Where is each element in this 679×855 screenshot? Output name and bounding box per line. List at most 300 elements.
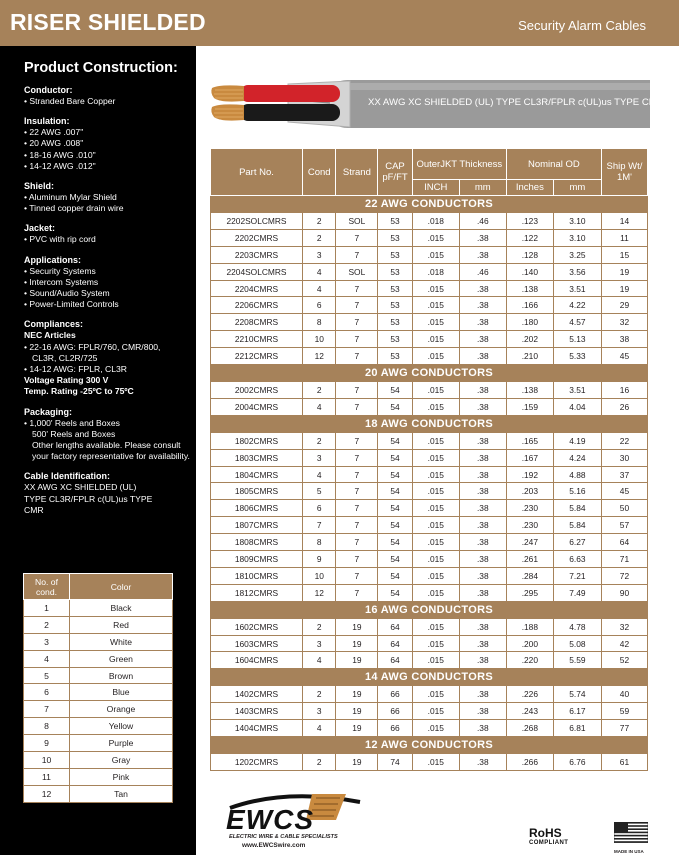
strand-lines [214, 90, 243, 117]
table-row [211, 331, 648, 348]
table-row [211, 213, 648, 230]
section-line: • 22-16 AWG: FPLR/760, CMR/800, [24, 341, 161, 352]
jacket-inch-cell: .015 [412, 466, 459, 483]
od-inches-cell: .188 [506, 618, 553, 635]
jacket-mm-cell: .46 [459, 263, 506, 280]
table-row [211, 635, 648, 652]
ship-weight-cell: 11 [601, 229, 647, 246]
jacket-mm-cell: .38 [459, 618, 506, 635]
strand-cell: 7 [336, 483, 378, 500]
od-mm-cell: 6.17 [553, 703, 601, 720]
conductor-color-cell: Tan [70, 785, 173, 802]
cap-cell: 54 [378, 534, 413, 551]
cap-cell: 53 [378, 297, 413, 314]
awg-group-row [211, 669, 648, 686]
part-number-cell: 1810CMRS [211, 567, 303, 584]
jacket-mm-cell: .38 [459, 754, 506, 771]
od-inches-cell: .295 [506, 584, 553, 601]
od-mm-cell: 3.25 [553, 246, 601, 263]
od-inches-cell: .230 [506, 500, 553, 517]
od-mm-cell: 3.51 [553, 382, 601, 399]
jacket-mm-cell: .38 [459, 297, 506, 314]
table-row [211, 754, 648, 771]
color-table-row [24, 684, 173, 701]
conductor-number-cell: 9 [24, 735, 70, 752]
section-line: XX AWG XC SHIELDED (UL) [24, 482, 137, 493]
table-row [211, 432, 648, 449]
part-number-cell: 2204SOLCMRS [211, 263, 303, 280]
color-table-header: No. of cond. [24, 574, 70, 600]
ship-weight-cell: 64 [601, 534, 647, 551]
od-inches-cell: .122 [506, 229, 553, 246]
ship-weight-cell: 15 [601, 246, 647, 263]
jacket-mm-cell: .38 [459, 449, 506, 466]
part-number-cell: 1604CMRS [211, 652, 303, 669]
cable-identification-section [24, 471, 192, 516]
strand-cell: 7 [336, 297, 378, 314]
jacket-thickness-header: OuterJKT Thickness [412, 149, 506, 180]
od-inches-cell: .284 [506, 567, 553, 584]
table-row [211, 584, 648, 601]
us-flag-icon [614, 822, 648, 843]
strand-cell: 7 [336, 466, 378, 483]
conductor-color-cell: Green [70, 650, 173, 667]
section-line: • 20 AWG .008" [24, 138, 84, 149]
od-mm-cell: 5.74 [553, 686, 601, 703]
jacket-inch-header: INCH [412, 180, 459, 196]
jacket-inch-cell: .015 [412, 635, 459, 652]
jacket-inch-cell: .015 [412, 449, 459, 466]
color-table-row [24, 768, 173, 785]
conductor-color-cell: Orange [70, 701, 173, 718]
section-heading: Shield: [24, 181, 55, 192]
part-number-cell: 1602CMRS [211, 618, 303, 635]
od-mm-cell: 5.59 [553, 652, 601, 669]
ship-weight-cell: 45 [601, 483, 647, 500]
section-line: 500' Reels and Boxes [32, 428, 116, 439]
cond-cell: 4 [303, 720, 336, 737]
cap-cell: 64 [378, 618, 413, 635]
ship-weight-cell: 37 [601, 466, 647, 483]
strand-cell: 7 [336, 398, 378, 415]
cap-cell: 54 [378, 517, 413, 534]
section-line: • Stranded Bare Copper [24, 96, 116, 106]
cap-cell: 53 [378, 263, 413, 280]
ship-weight-cell: 57 [601, 517, 647, 534]
od-mm-cell: 3.51 [553, 280, 601, 297]
awg-group-row [211, 737, 648, 754]
awg-group-title: 18 AWG CONDUCTORS [211, 415, 648, 432]
color-table-row [24, 718, 173, 735]
section-line: • Sound/Audio System [24, 288, 110, 299]
jacket-inch-cell: .015 [412, 551, 459, 568]
strand-cell: 7 [336, 449, 378, 466]
jacket-mm-cell: .38 [459, 720, 506, 737]
color-table-row [24, 600, 173, 617]
part-number-cell: 2212CMRS [211, 348, 303, 365]
strand-cell: 7 [336, 331, 378, 348]
cap-cell: 54 [378, 432, 413, 449]
table-row [211, 280, 648, 297]
od-inches-cell: .202 [506, 331, 553, 348]
od-inches-cell: .166 [506, 297, 553, 314]
table-row [211, 500, 648, 517]
awg-group-row [211, 365, 648, 382]
jacket-mm-cell: .38 [459, 567, 506, 584]
strand-header: Strand [336, 149, 378, 196]
jacket-inch-cell: .015 [412, 348, 459, 365]
section-heading: Conductor: [24, 85, 73, 95]
od-mm-cell: 5.84 [553, 517, 601, 534]
conductor-color-cell: Yellow [70, 718, 173, 735]
jacket-section [24, 223, 192, 245]
conductor-color-cell: White [70, 633, 173, 650]
od-inches-cell: .180 [506, 314, 553, 331]
section-line: • 22 AWG .007" [24, 127, 84, 138]
cond-cell: 2 [303, 229, 336, 246]
section-line: • 14-12 AWG: FPLR, CL3R [24, 364, 127, 375]
jacket-mm-cell: .38 [459, 500, 506, 517]
cond-cell: 2 [303, 618, 336, 635]
part-number-cell: 1402CMRS [211, 686, 303, 703]
table-row [211, 449, 648, 466]
cond-cell: 4 [303, 398, 336, 415]
jacket-inch-cell: .015 [412, 754, 459, 771]
cable-jacket-highlight [350, 83, 650, 90]
od-mm-header: mm [553, 180, 601, 196]
copper-strands-bottom [211, 104, 244, 120]
strand-cell: 7 [336, 517, 378, 534]
jacket-inch-cell: .015 [412, 720, 459, 737]
part-number-cell: 2002CMRS [211, 382, 303, 399]
strand-cell: 19 [336, 686, 378, 703]
od-mm-cell: 5.13 [553, 331, 601, 348]
cable-specification-table [210, 148, 648, 771]
od-mm-cell: 4.78 [553, 618, 601, 635]
logo-wordmark: EWCS [226, 804, 314, 835]
section-line: • PVC with rip cord [24, 234, 96, 245]
ship-weight-cell: 26 [601, 398, 647, 415]
od-mm-cell: 3.10 [553, 213, 601, 230]
cap-cell: 64 [378, 652, 413, 669]
section-line: • 1,000' Reels and Boxes [24, 417, 120, 428]
cap-cell: 54 [378, 500, 413, 517]
od-inches-cell: .159 [506, 398, 553, 415]
cond-cell: 4 [303, 263, 336, 280]
jacket-mm-cell: .38 [459, 331, 506, 348]
cond-cell: 3 [303, 635, 336, 652]
awg-group-title: 12 AWG CONDUCTORS [211, 737, 648, 754]
od-inches-cell: .140 [506, 263, 553, 280]
od-mm-cell: 6.63 [553, 551, 601, 568]
cond-cell: 3 [303, 246, 336, 263]
cap-cell: 54 [378, 584, 413, 601]
ship-weight-cell: 61 [601, 754, 647, 771]
section-line: • Security Systems [24, 265, 96, 276]
nominal-od-header: Nominal OD [506, 149, 601, 180]
red-conductor [240, 85, 340, 102]
cap-cell: 54 [378, 567, 413, 584]
conductor-number-cell: 2 [24, 616, 70, 633]
part-number-cell: 1202CMRS [211, 754, 303, 771]
jacket-inch-cell: .015 [412, 229, 459, 246]
table-row [211, 229, 648, 246]
conductor-number-cell: 6 [24, 684, 70, 701]
od-inches-header: Inches [506, 180, 553, 196]
cap-cell: 53 [378, 246, 413, 263]
cap-cell: 54 [378, 551, 413, 568]
cond-cell: 2 [303, 432, 336, 449]
table-row [211, 398, 648, 415]
jacket-mm-cell: .38 [459, 398, 506, 415]
section-heading: Compliances: [24, 319, 84, 330]
strand-cell: 7 [336, 567, 378, 584]
jacket-mm-cell: .38 [459, 382, 506, 399]
applications-section [24, 255, 192, 311]
section-heading: Cable Identification: [24, 471, 111, 482]
jacket-mm-cell: .38 [459, 483, 506, 500]
page-subtitle: Security Alarm Cables [518, 18, 646, 33]
od-inches-cell: .230 [506, 517, 553, 534]
nec-articles-label: NEC Articles [24, 330, 76, 341]
part-number-cell: 2206CMRS [211, 297, 303, 314]
ship-weight-cell: 22 [601, 432, 647, 449]
cond-cell: 12 [303, 584, 336, 601]
color-table-row [24, 785, 173, 802]
jacket-mm-cell: .38 [459, 652, 506, 669]
part-number-cell: 2204CMRS [211, 280, 303, 297]
table-row [211, 517, 648, 534]
part-number-cell: 2202SOLCMRS [211, 213, 303, 230]
jacket-mm-cell: .38 [459, 534, 506, 551]
ship-weight-cell: 19 [601, 263, 647, 280]
cap-cell: 64 [378, 635, 413, 652]
jacket-mm-cell: .38 [459, 348, 506, 365]
section-heading: Jacket: [24, 223, 56, 234]
color-table-row [24, 752, 173, 769]
od-inches-cell: .226 [506, 686, 553, 703]
section-line: • Power-Limited Controls [24, 299, 119, 310]
cond-header: Cond [303, 149, 336, 196]
jacket-mm-cell: .38 [459, 246, 506, 263]
awg-group-title: 14 AWG CONDUCTORS [211, 669, 648, 686]
table-row [211, 534, 648, 551]
cap-cell: 66 [378, 720, 413, 737]
od-mm-cell: 3.56 [553, 263, 601, 280]
od-mm-cell: 5.84 [553, 500, 601, 517]
cond-cell: 5 [303, 483, 336, 500]
awg-group-row [211, 196, 648, 213]
cond-cell: 10 [303, 331, 336, 348]
part-number-cell: 1603CMRS [211, 635, 303, 652]
ship-weight-cell: 59 [601, 703, 647, 720]
cond-cell: 2 [303, 382, 336, 399]
conductor-color-table [23, 573, 173, 803]
awg-group-title: 20 AWG CONDUCTORS [211, 365, 648, 382]
color-table-header: Color [70, 574, 173, 600]
jacket-mm-cell: .38 [459, 314, 506, 331]
od-inches-cell: .203 [506, 483, 553, 500]
od-mm-cell: 4.19 [553, 432, 601, 449]
jacket-inch-cell: .015 [412, 567, 459, 584]
section-line: • Tinned copper drain wire [24, 203, 124, 214]
jacket-inch-cell: .015 [412, 500, 459, 517]
conductor-number-cell: 12 [24, 785, 70, 802]
jacket-mm-header: mm [459, 180, 506, 196]
page-title: RISER SHIELDED [10, 9, 206, 35]
part-number-cell: 1404CMRS [211, 720, 303, 737]
cap-cell: 54 [378, 466, 413, 483]
jacket-inch-cell: .015 [412, 432, 459, 449]
jacket-inch-cell: .018 [412, 263, 459, 280]
od-inches-cell: .266 [506, 754, 553, 771]
cable-print-label: XX AWG XC SHIELDED (UL) TYPE CL3R/FPLR c(UL)us TYPE CMR [368, 97, 664, 108]
part-number-cell: 1806CMRS [211, 500, 303, 517]
ship-weight-header: Ship Wt/ 1M' [601, 149, 647, 196]
conductor-section [24, 85, 192, 107]
od-inches-cell: .200 [506, 635, 553, 652]
jacket-inch-cell: .015 [412, 382, 459, 399]
conductor-color-cell: Brown [70, 667, 173, 684]
logo-tagline: ELECTRIC WIRE & CABLE SPECIALISTS [229, 834, 338, 840]
strand-cell: 19 [336, 618, 378, 635]
page-header [0, 0, 679, 46]
made-in-usa-badge [614, 822, 648, 854]
color-table-row [24, 735, 173, 752]
jacket-mm-cell: .38 [459, 635, 506, 652]
jacket-inch-cell: .015 [412, 534, 459, 551]
od-inches-cell: .167 [506, 449, 553, 466]
rohs-compliant-label: COMPLIANT [529, 840, 569, 846]
website-url: www.EWCSwire.com [242, 842, 306, 849]
ship-weight-cell: 14 [601, 213, 647, 230]
section-line: Other lengths available. Please consult [32, 440, 181, 451]
black-conductor [240, 104, 340, 121]
compliances-section [24, 319, 192, 397]
cap-cell: 53 [378, 213, 413, 230]
jacket-inch-cell: .015 [412, 280, 459, 297]
table-row [211, 348, 648, 365]
table-row [211, 551, 648, 568]
jacket-mm-cell: .38 [459, 703, 506, 720]
ship-weight-cell: 52 [601, 652, 647, 669]
cap-cell: 54 [378, 483, 413, 500]
jacket-mm-cell: .38 [459, 551, 506, 568]
conductor-color-cell: Black [70, 600, 173, 617]
jacket-mm-cell: .38 [459, 466, 506, 483]
cond-cell: 7 [303, 517, 336, 534]
table-row [211, 466, 648, 483]
cond-cell: 4 [303, 652, 336, 669]
part-number-cell: 1809CMRS [211, 551, 303, 568]
product-construction-sidebar [0, 46, 196, 855]
section-line: • Aluminum Mylar Shield [24, 192, 117, 203]
jacket-inch-cell: .018 [412, 213, 459, 230]
rohs-label: RoHS [529, 826, 562, 840]
packaging-section [24, 407, 192, 463]
jacket-mm-cell: .38 [459, 432, 506, 449]
od-mm-cell: 4.88 [553, 466, 601, 483]
jacket-inch-cell: .015 [412, 517, 459, 534]
part-number-cell: 2208CMRS [211, 314, 303, 331]
conductor-number-cell: 4 [24, 650, 70, 667]
section-line: TYPE CL3R/FPLR c(UL)us TYPE [24, 493, 153, 504]
jacket-inch-cell: .015 [412, 398, 459, 415]
made-in-usa-label: MADE IN USA [614, 849, 644, 854]
awg-group-title: 16 AWG CONDUCTORS [211, 601, 648, 618]
part-number-header: Part No. [211, 149, 303, 196]
strand-cell: 7 [336, 229, 378, 246]
jacket-inch-cell: .015 [412, 331, 459, 348]
conductor-number-cell: 10 [24, 752, 70, 769]
table-row [211, 382, 648, 399]
conductor-color-cell: Pink [70, 768, 173, 785]
ship-weight-cell: 32 [601, 618, 647, 635]
od-mm-cell: 5.08 [553, 635, 601, 652]
cond-cell: 4 [303, 280, 336, 297]
part-number-cell: 1812CMRS [211, 584, 303, 601]
jacket-mm-cell: .38 [459, 229, 506, 246]
cond-cell: 6 [303, 500, 336, 517]
color-table-row [24, 633, 173, 650]
od-mm-cell: 4.57 [553, 314, 601, 331]
conductor-color-cell: Red [70, 616, 173, 633]
table-row [211, 246, 648, 263]
color-table-row [24, 616, 173, 633]
cond-cell: 2 [303, 686, 336, 703]
cap-cell: 53 [378, 280, 413, 297]
color-table-row [24, 701, 173, 718]
part-number-cell: 1808CMRS [211, 534, 303, 551]
part-number-cell: 1802CMRS [211, 432, 303, 449]
strand-cell: 7 [336, 314, 378, 331]
jacket-mm-cell: .38 [459, 517, 506, 534]
od-mm-cell: 6.76 [553, 754, 601, 771]
copper-strands-top [211, 85, 244, 101]
ship-weight-cell: 30 [601, 449, 647, 466]
part-number-cell: 1403CMRS [211, 703, 303, 720]
rohs-badge [529, 826, 568, 846]
table-row [211, 483, 648, 500]
od-inches-cell: .192 [506, 466, 553, 483]
jacket-inch-cell: .015 [412, 314, 459, 331]
ship-weight-cell: 16 [601, 382, 647, 399]
cap-cell: 53 [378, 331, 413, 348]
strand-cell: 7 [336, 280, 378, 297]
cap-cell: 53 [378, 348, 413, 365]
cond-cell: 12 [303, 348, 336, 365]
od-mm-cell: 7.49 [553, 584, 601, 601]
sidebar-heading: Product Construction: [24, 60, 178, 76]
strand-cell: 19 [336, 635, 378, 652]
part-number-cell: 2202CMRS [211, 229, 303, 246]
cap-cell: 53 [378, 314, 413, 331]
od-mm-cell: 6.27 [553, 534, 601, 551]
shield-section [24, 181, 192, 214]
conductor-number-cell: 1 [24, 600, 70, 617]
section-line: CL3R, CL2R/725 [32, 352, 98, 363]
od-mm-cell: 7.21 [553, 567, 601, 584]
conductor-number-cell: 8 [24, 718, 70, 735]
ship-weight-cell: 72 [601, 567, 647, 584]
od-inches-cell: .138 [506, 280, 553, 297]
od-inches-cell: .268 [506, 720, 553, 737]
color-table-row [24, 650, 173, 667]
od-mm-cell: 5.33 [553, 348, 601, 365]
ship-weight-cell: 29 [601, 297, 647, 314]
table-row [211, 314, 648, 331]
jacket-inch-cell: .015 [412, 618, 459, 635]
